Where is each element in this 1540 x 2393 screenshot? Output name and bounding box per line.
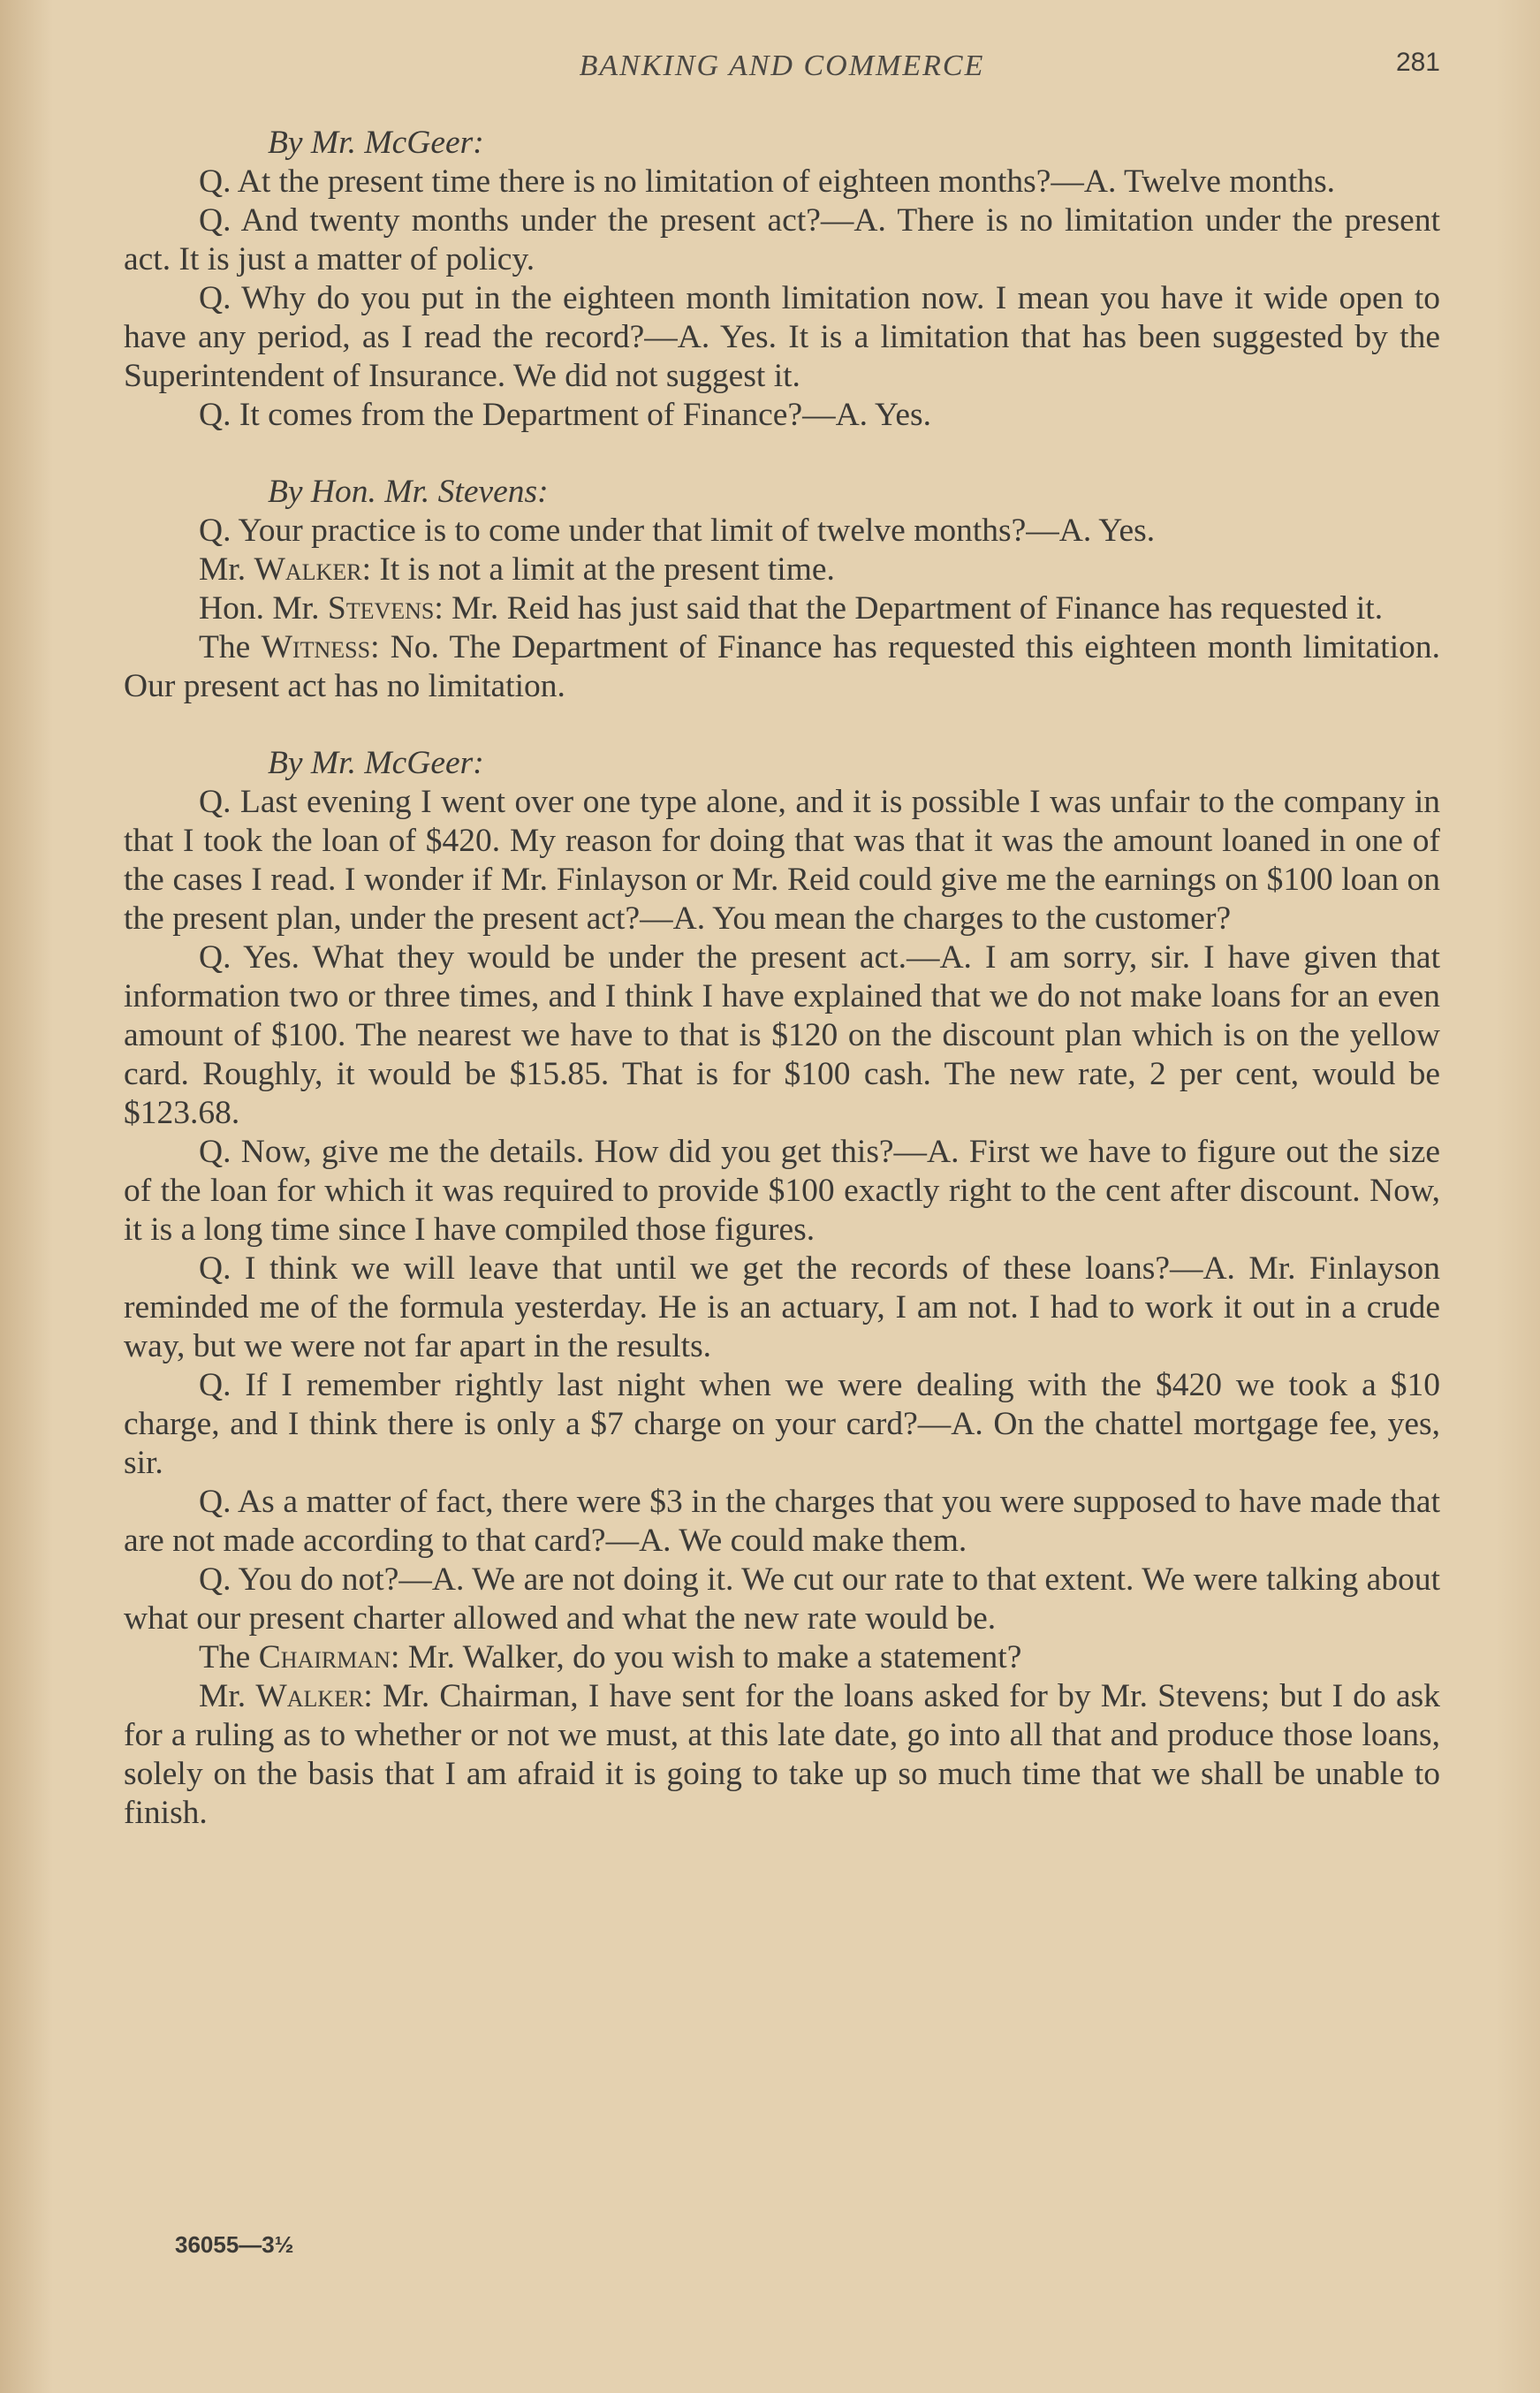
- speaker-statement: [124, 1638, 1440, 1677]
- question-answer-paragraph: Q. At the present time there is no limitation of eighteen months?—A. Twelve months.: [199, 163, 1336, 200]
- running-title: BANKING AND COMMERCE: [579, 49, 985, 82]
- examiner-heading: By Mr. McGeer:: [268, 745, 484, 781]
- page-number: 281: [1395, 48, 1440, 77]
- speaker-statement: [124, 551, 1440, 589]
- speaker-text: : Mr. Chairman, I have sent for the loans asked for by Mr. Stevens; but I do ask for a ruling as to whether or not we must, at this late date, go into all that and produce those loans, solely on the basis that I am afraid it is going to take up so much time that we shall be unable to finish.: [124, 1678, 1440, 1831]
- speaker-text: : It is not a limit at the present time.: [361, 551, 835, 588]
- question-answer-paragraph: Q. If I remember rightly last night when we were dealing with the $420 we took a $10 charge, and I think there is only a $7 charge on your card?—A. On the chattel mortgage fee, yes, sir.: [124, 1367, 1440, 1481]
- speaker-prefix: Hon. Mr.: [199, 590, 328, 627]
- speaker-prefix: Mr.: [199, 551, 254, 588]
- speaker-name: Stevens: [327, 590, 435, 627]
- speaker-name: Chairman: [258, 1639, 391, 1675]
- question-answer-paragraph: Q. It comes from the Department of Finance?—A. Yes.: [199, 397, 931, 433]
- section-gap: [124, 706, 1440, 744]
- question-answer-paragraph: Q. And twenty months under the present act?—A. There is no limitation under the present act. It is just a matter of policy.: [124, 202, 1440, 277]
- speaker-prefix: The: [199, 1639, 259, 1675]
- question-answer-paragraph: Q. Last evening I went over one type alone, and it is possible I was unfair to the company in that I took the loan of $420. My reason for doing that was that it was the amount loaned in one of the cases I read. I wonder if Mr. Finlayson or Mr. Reid could give me the earnings on $100 loan on the present plan, under the present act?—A. You mean the charges to the customer?: [124, 784, 1440, 937]
- question-answer-paragraph: Q. Why do you put in the eighteen month limitation now. I mean you have it wide open to have any period, as I read the record?—A. Yes. It is a limitation that has been suggested by the Superintendent of Insurance. We did not suggest it.: [124, 280, 1440, 394]
- printer-signature-mark: 36055—3½: [175, 2231, 294, 2258]
- question-answer-paragraph: Q. Yes. What they would be under the present act.—A. I am sorry, sir. I have given that information two or three times, and I think I have explained that we do not make loans for an even amount of $100. The nearest we have to that is $120 on the discount plan which is on the yellow card. Roughly, it would be $15.85. That is for $100 cash. The new rate, 2 per cent, would be $123.68.: [124, 939, 1440, 1131]
- speaker-statement: [124, 589, 1440, 628]
- speaker-name: Walker: [255, 1678, 364, 1714]
- question-answer-paragraph: Q. Your practice is to come under that limit of twelve months?—A. Yes.: [199, 513, 1156, 549]
- section-gap: [124, 435, 1440, 473]
- speaker-text: : Mr. Reid has just said that the Department of Finance has requested it.: [434, 590, 1384, 627]
- speaker-text: : No. The Department of Finance has requested this eighteen month limitation. Our present act has no limitation.: [124, 629, 1440, 704]
- question-answer-paragraph: Q. I think we will leave that until we get the records of these loans?—A. Mr. Finlayson reminded me of the formula yesterday. He is an actuary, I am not. I had to work it out in a crude way, but we were not far apart in the results.: [124, 1250, 1440, 1364]
- question-answer-paragraph: Q. You do not?—A. We are not doing it. We cut our rate to that extent. We were talking about what our present charter allowed and what the new rate would be.: [124, 1561, 1440, 1637]
- speaker-name: Walker: [254, 551, 362, 588]
- running-head: [124, 44, 1440, 97]
- speaker-text: : Mr. Walker, do you wish to make a statement?: [390, 1639, 1022, 1675]
- examiner-heading: By Hon. Mr. Stevens:: [268, 474, 549, 510]
- speaker-statement: [124, 1677, 1440, 1833]
- speaker-name: Witness: [261, 629, 371, 665]
- body-text: [124, 124, 1440, 1833]
- speaker-prefix: The: [199, 629, 262, 665]
- question-answer-paragraph: Q. Now, give me the details. How did you get this?—A. First we have to figure out the size of the loan for which it was required to provide $100 exactly right to the cent after discount. Now, it is a long time since I have compiled those figures.: [124, 1134, 1440, 1248]
- question-answer-paragraph: Q. As a matter of fact, there were $3 in the charges that you were supposed to have made that are not made according to that card?—A. We could make them.: [124, 1484, 1440, 1559]
- speaker-statement: [124, 628, 1440, 706]
- speaker-prefix: Mr.: [199, 1678, 256, 1714]
- examiner-heading: By Mr. McGeer:: [268, 125, 484, 161]
